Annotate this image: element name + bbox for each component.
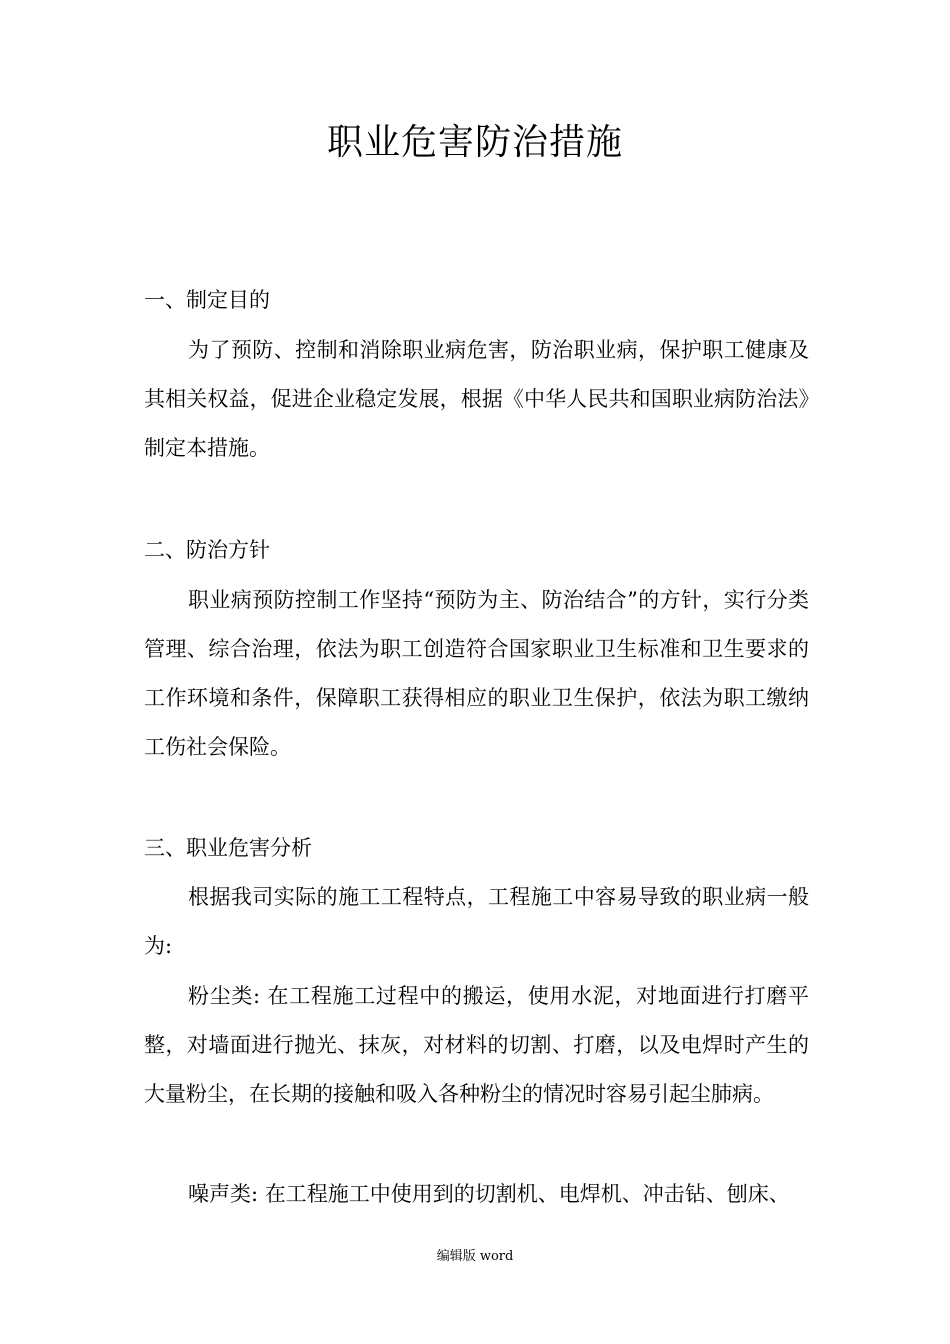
paragraph-dust: 粉尘类: 在工程施工过程中的搬运，使用水泥，对地面进行打磨平整，对墙面进行抛光、抹灰，对材料的切割、打磨，以及电焊时产生的大量粉尘，在长期的接触和吸入各种粉尘的情况时容易引起尘肺病。 [144,984,809,1106]
paragraph-purpose: 为了预防、控制和消除职业病危害，防治职业病，保护职工健康及其相关权益，促进企业稳定发展，根据《中华人民共和国职业病防治法》制定本措施。 [144,338,809,460]
section-heading-purpose: 一、制定目的 [144,288,270,312]
paragraph-hazard-intro: 根据我司实际的施工工程特点，工程施工中容易导致的职业病一般为: [144,885,809,958]
section-heading-policy: 二、防治方针 [144,538,270,562]
paragraph-policy: 职业病预防控制工作坚持“预防为主、防治结合”的方针，实行分类管理、综合治理，依法为职工创造符合国家职业卫生标准和卫生要求的工作环境和条件，保障职工获得相应的职业卫生保护，依法为职工缴纳工伤社会保险。 [144,588,809,759]
document-title: 职业危害防治措施 [326,122,623,163]
paragraph-noise: 噪声类: 在工程施工中使用到的切割机、电焊机、冲击钻、刨床、 [188,1182,790,1206]
page-footer: 编辑版 word [436,1249,514,1264]
section-heading-hazard-analysis: 三、职业危害分析 [144,836,312,860]
